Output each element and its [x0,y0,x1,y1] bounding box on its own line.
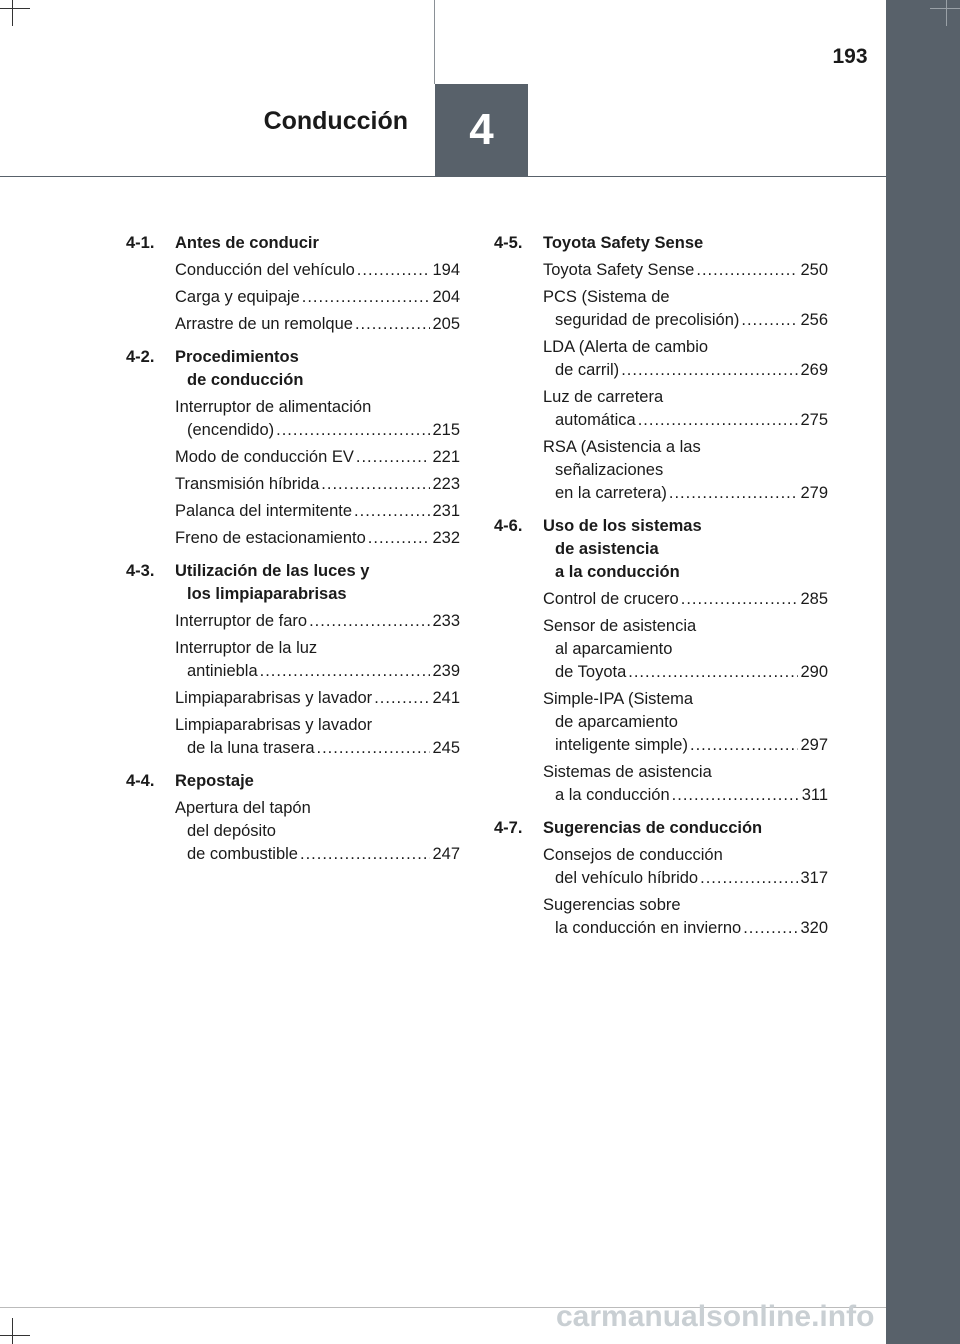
section-title-line: de conducción [187,371,304,389]
entry-text: PCS (Sistema de [543,288,670,306]
entry-page-number: 285 [800,590,828,608]
toc-entry[interactable] [543,336,828,382]
entry-text: Sugerencias sobre [543,896,681,914]
dot-leader [690,734,798,757]
entry-text: Toyota Safety Sense [543,261,695,279]
toc-section [494,232,828,505]
section-title-line: Repostaje [175,772,254,790]
toc-entry[interactable] [543,894,828,940]
entry-last-line [543,661,828,684]
entry-last-line [175,419,460,442]
section-number: 4-5. [494,234,523,252]
entry-text: LDA (Alerta de cambio [543,338,709,356]
entry-text: de Toyota [555,663,627,681]
entry-page-number: 205 [432,315,460,333]
entry-text: Apertura del tapón [175,799,311,817]
chapter-title: Conducción [263,107,408,135]
entry-text: Interruptor de faro [175,612,308,630]
dot-leader [741,309,798,332]
entry-text: Palanca del intermitente [175,502,353,520]
entry-text: Control de crucero [543,590,679,608]
section-title-line: a la conducción [555,563,680,581]
entry-last-line [175,843,460,866]
entry-last-line [175,610,460,633]
toc-entry[interactable] [175,687,460,710]
section-title [175,232,460,255]
entry-last-line [543,784,828,807]
entry-last-line [543,588,828,611]
section-title-line: Procedimientos [175,348,299,366]
section-title-line: los limpiaparabrisas [187,585,347,603]
toc-section [494,817,828,940]
entry-page-number: 241 [432,689,460,707]
entry-text: Sensor de asistencia [543,617,697,635]
dot-leader [743,917,798,940]
entry-text: RSA (Asistencia a las [543,438,701,456]
dot-leader [321,473,430,496]
entry-page-number: 204 [432,288,460,306]
entry-page-number: 215 [432,421,460,439]
section-heading[interactable] [494,817,828,840]
header-rule [0,176,886,177]
crop-mark [0,1335,30,1336]
entry-page-number: 232 [432,529,460,547]
entry-last-line [175,527,460,550]
toc-entry[interactable] [175,259,460,282]
entry-text: automática [555,411,636,429]
section-title [175,770,460,793]
toc-section [126,560,460,760]
entry-text: la conducción en invierno [555,919,742,937]
entry-text: Limpiaparabrisas y lavador [175,716,373,734]
entry-last-line [175,473,460,496]
entry-text: Consejos de conducción [543,846,723,864]
entry-last-line [543,259,828,282]
entry-text: del vehículo híbrido [555,869,699,887]
entry-page-number: 223 [432,475,460,493]
section-number: 4-1. [126,234,155,252]
entry-text: al aparcamiento [555,640,673,658]
entry-last-line [175,660,460,683]
entry-text: Carga y equipaje [175,288,300,306]
section-heading[interactable] [494,232,828,255]
entry-text: Limpiaparabrisas y lavador [175,689,373,707]
entry-text: de carril) [555,361,620,379]
entry-text: de combustible [187,845,298,863]
section-title-line: Utilización de las luces y [175,562,370,580]
entry-text: antiniebla [187,662,258,680]
crop-mark [12,1318,13,1344]
toc-entry[interactable] [543,436,828,505]
toc-entry[interactable] [543,615,828,684]
section-heading[interactable] [494,515,828,584]
entry-text: Sistemas de asistencia [543,763,712,781]
dot-leader [302,286,431,309]
toc-section [126,232,460,336]
toc-entry[interactable] [543,761,828,807]
dot-leader [309,610,430,633]
entry-text: Interruptor de alimentación [175,398,372,416]
dot-leader [672,784,800,807]
section-title [543,817,828,840]
entry-page-number: 247 [432,845,460,863]
dot-leader [669,482,799,505]
dot-leader [621,359,798,382]
toc-entry[interactable] [543,286,828,332]
dot-leader [638,409,799,432]
entry-text: señalizaciones [555,461,664,479]
entry-text: en la carretera) [555,484,667,502]
page-number: 193 [832,45,868,68]
toc-section [126,346,460,550]
entry-last-line [543,917,828,940]
toc-column-right [494,232,828,950]
entry-text: inteligente simple) [555,736,688,754]
toc-entry[interactable] [175,446,460,469]
chapter-number-tab [435,84,528,176]
entry-page-number: 233 [432,612,460,630]
entry-last-line [543,734,828,757]
section-number: 4-2. [126,348,155,366]
entry-text: (encendido) [187,421,275,439]
entry-text: de la luna trasera [187,739,315,757]
entry-last-line [175,259,460,282]
chapter-number: 4 [469,105,494,154]
section-heading[interactable] [126,346,460,392]
entry-last-line [175,313,460,336]
dot-leader [681,588,799,611]
entry-page-number: 297 [800,736,828,754]
section-number: 4-7. [494,819,523,837]
section-heading[interactable] [126,770,460,793]
entry-page-number: 221 [432,448,460,466]
section-title-line: Toyota Safety Sense [543,234,704,252]
dot-leader [317,737,431,760]
dot-leader [356,446,431,469]
chapter-side-bar [886,0,960,1344]
entry-text: Modo de conducción EV [175,448,354,466]
toc-entry[interactable] [175,473,460,496]
section-heading[interactable] [126,232,460,255]
entry-text: Arrastre de un remolque [175,315,353,333]
toc-entry[interactable] [175,610,460,633]
entry-last-line [175,446,460,469]
section-title [175,560,460,606]
section-title [175,346,460,392]
entry-last-line [175,500,460,523]
section-number: 4-4. [126,772,155,790]
section-title [543,232,828,255]
dot-leader [357,259,431,282]
toc-entry[interactable] [543,588,828,611]
toc-entry[interactable] [175,714,460,760]
entry-last-line [543,867,828,890]
entry-page-number: 231 [432,502,460,520]
toc-entry[interactable] [175,286,460,309]
entry-last-line [543,409,828,432]
dot-leader [354,500,430,523]
toc-section [126,770,460,866]
entry-text: de aparcamiento [555,713,678,731]
toc-entry[interactable] [175,500,460,523]
toc-entry[interactable] [543,386,828,432]
section-number: 4-6. [494,517,523,535]
entry-page-number: 256 [800,311,828,329]
entry-last-line [175,286,460,309]
entry-text: Luz de carretera [543,388,664,406]
dot-leader [700,867,798,890]
entry-last-line [175,687,460,710]
dot-leader [355,313,431,336]
entry-page-number: 320 [800,919,828,937]
entry-text: Transmisión híbrida [175,475,320,493]
section-title-line: Antes de conducir [175,234,319,252]
dot-leader [696,259,798,282]
entry-page-number: 290 [800,663,828,681]
dot-leader [368,527,431,550]
entry-page-number: 194 [432,261,460,279]
toc-section [494,515,828,807]
entry-page-number: 245 [432,739,460,757]
entry-text: Simple-IPA (Sistema [543,690,694,708]
dot-leader [260,660,431,683]
watermark: carmanualsonline.info [556,1300,875,1333]
section-title [543,515,828,584]
dot-leader [628,661,798,684]
toc-entry[interactable] [175,637,460,683]
entry-page-number: 250 [800,261,828,279]
entry-text: Conducción del vehículo [175,261,355,279]
entry-text: seguridad de precolisión) [555,311,740,329]
entry-text: Interruptor de la luz [175,639,318,657]
dot-leader [374,687,430,710]
entry-page-number: 239 [432,662,460,680]
section-number: 4-3. [126,562,155,580]
header-divider [434,0,435,84]
toc-entry[interactable] [543,844,828,890]
entry-text: del depósito [187,822,276,840]
toc-entry[interactable] [543,688,828,757]
entry-page-number: 275 [800,411,828,429]
entry-last-line [175,737,460,760]
toc-entry[interactable] [543,259,828,282]
toc-entry[interactable] [175,797,460,866]
section-heading[interactable] [126,560,460,606]
toc-column-left [126,232,460,876]
entry-text: Freno de estacionamiento [175,529,366,547]
crop-mark [930,8,960,9]
entry-last-line [543,359,828,382]
entry-page-number: 279 [800,484,828,502]
entry-last-line [543,309,828,332]
crop-mark [946,0,947,26]
entry-last-line [543,482,828,505]
entry-page-number: 269 [800,361,828,379]
entry-page-number: 311 [801,786,828,804]
toc-entry[interactable] [175,527,460,550]
crop-mark [0,8,30,9]
section-title-line: de asistencia [555,540,659,558]
toc-entry[interactable] [175,313,460,336]
dot-leader [276,419,430,442]
section-title-line: Uso de los sistemas [543,517,702,535]
entry-text: a la conducción [555,786,670,804]
toc-entry[interactable] [175,396,460,442]
crop-mark [12,0,13,26]
dot-leader [300,843,430,866]
entry-page-number: 317 [800,869,828,887]
section-title-line: Sugerencias de conducción [543,819,763,837]
